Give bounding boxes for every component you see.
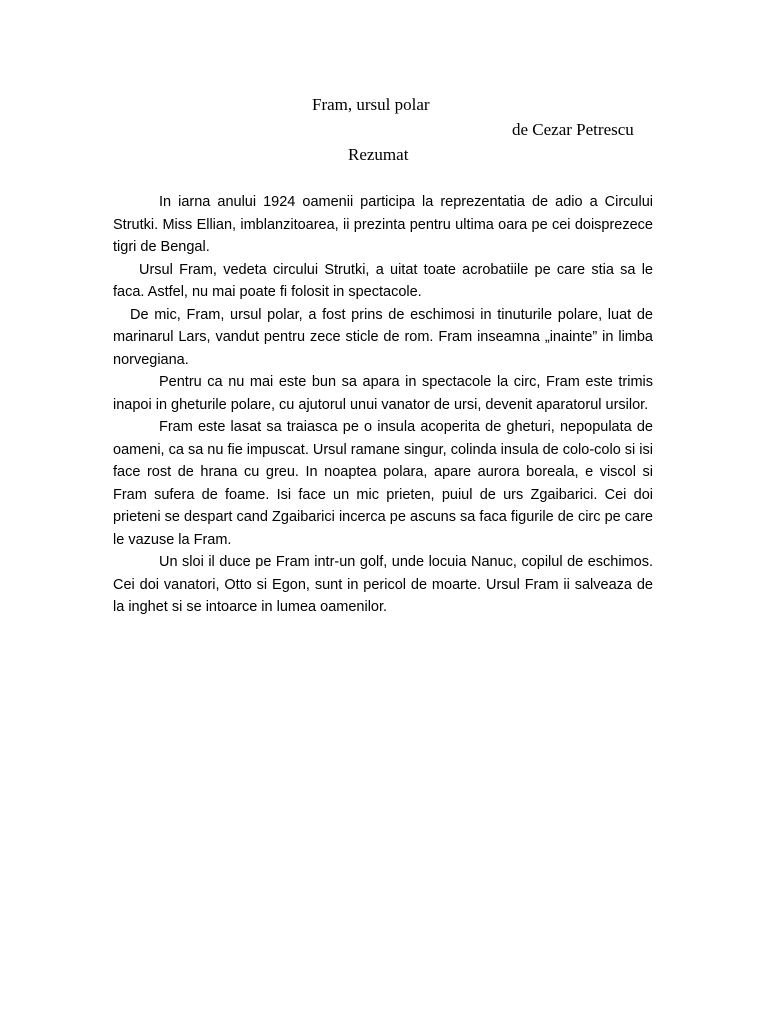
paragraph-fram-origin: De mic, Fram, ursul polar, a fost prins de eschimosi in tinuturile polare, luat de marinarul Lars, vandut pentru zece sticle de rom. Fram inseamna „inainte” in limba norvegiana. [113,306,653,368]
document-title: Fram, ursul polar [312,95,430,114]
paragraph-fram-forgot-acrobatics: Ursul Fram, vedeta circului Strutki, a uitat toate acrobatiile pe care stia sa le faca. Astfel, nu mai poate fi folosit in spectacole. [113,261,653,300]
paragraph-circus-farewell: In iarna anului 1924 oamenii participa la reprezentatia de adio a Circului Strutki. Miss Ellian, imblanzitoarea, ii prezinta pentru ultima oara pe cei doisprezece tigri de Bengal. [113,194,653,255]
document-author: de Cezar Petrescu [512,120,634,139]
paragraph-life-on-island: Fram este lasat sa traiasca pe o insula acoperita de gheturi, nepopulata de oameni, ca sa nu fie impuscat. Ursul ramane singur, colinda insula de colo-colo si isi face rost de hrana cu greu. In noaptea polara, apare aurora boreala, e viscol si Fram sufera de foame. Isi face un mic prieten, puiul de urs Zgaibarici. Cei doi prieteni se despart cand Zgaibarici incerca pe ascuns sa faca figurile de circ pe care le vazuse la Fram. [113,419,653,548]
document-subtitle: Rezumat [348,145,409,164]
paragraph-return-to-polar: Pentru ca nu mai este bun sa apara in spectacole la circ, Fram este trimis inapoi in gheturile polare, cu ajutorul unui vanator de ursi, devenit aparatorul ursilor. [113,374,653,413]
paragraph-rescue-hunters: Un sloi il duce pe Fram intr-un golf, unde locuia Nanuc, copilul de eschimos. Cei doi vanatori, Otto si Egon, sunt in pericol de moarte. Ursul Fram ii salveaza de la inghet si se intoarce in lumea oamenilor. [113,554,653,615]
document-body [113,191,653,619]
